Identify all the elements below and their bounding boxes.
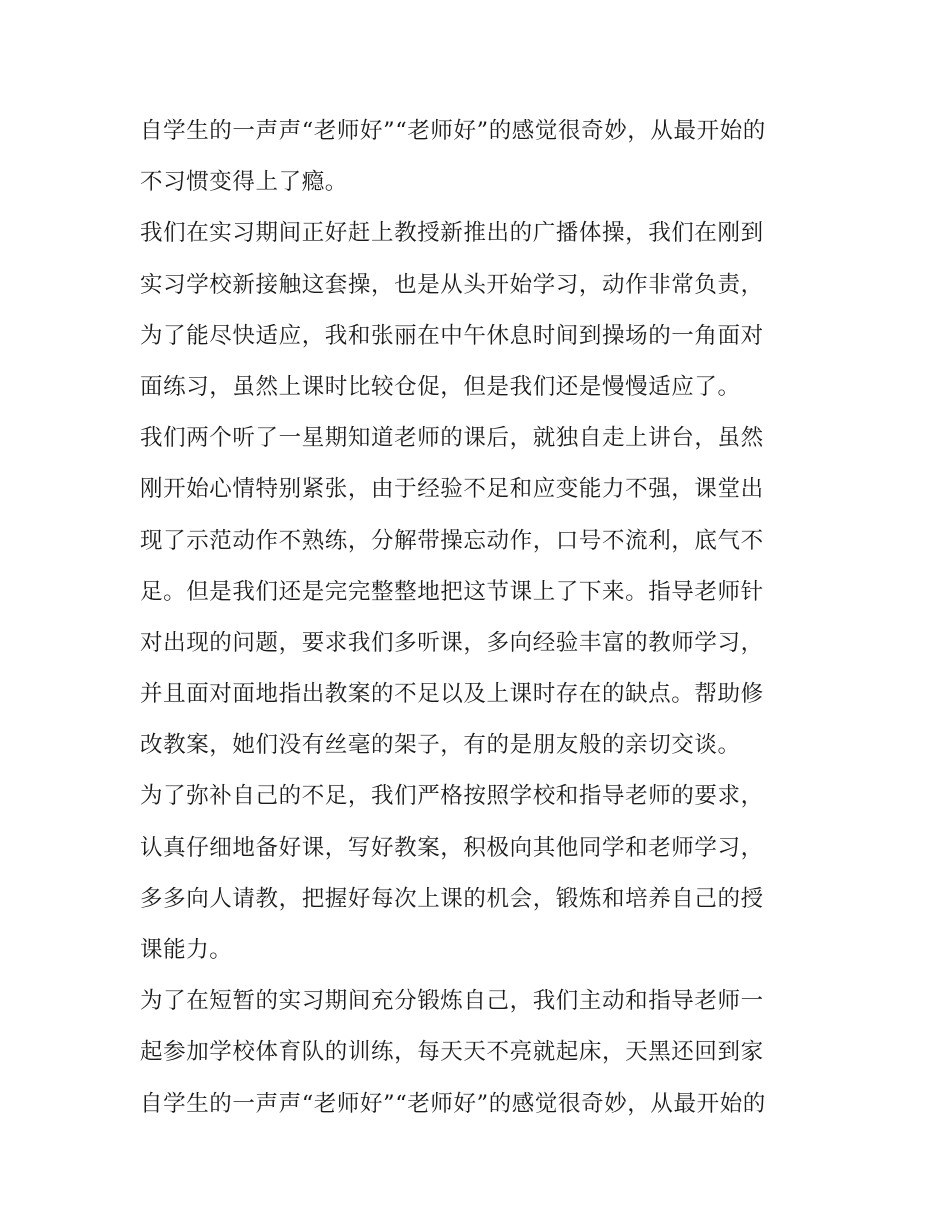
text-line: 刚开始心情特别紧张，由于经验不足和应变能力不强，课堂出 <box>140 476 764 503</box>
text-line: 课能力。 <box>140 937 233 963</box>
text-line: 认真仔细地备好课，写好教案，积极向其他同学和老师学习， <box>140 834 764 861</box>
text-line: 我们在实习期间正好赶上教授新推出的广播体操，我们在刚到 <box>140 220 764 247</box>
text-line: 改教案，她们没有丝毫的架子，有的是朋友般的亲切交谈。 <box>140 732 741 759</box>
text-line: 多多向人请教，把握好每次上课的机会，锻炼和培养自己的授 <box>140 885 764 912</box>
text-line: 不习惯变得上了瘾。 <box>140 169 348 196</box>
text-line: 起参加学校体育队的训练，每天天不亮就起床，天黑还回到家 <box>140 1039 764 1066</box>
document-body <box>140 106 820 1130</box>
text-line: 现了示范动作不熟练，分解带操忘动作，口号不流利，底气不 <box>140 527 764 554</box>
text-line: 我们两个听了一星期知道老师的课后，就独自走上讲台，虽然 <box>140 425 764 452</box>
text-line: 面练习，虽然上课时比较仓促，但是我们还是慢慢适应了。 <box>140 373 741 400</box>
text-line: 为了弥补自己的不足，我们严格按照学校和指导老师的要求， <box>140 783 764 810</box>
text-line: 为了在短暂的实习期间充分锻炼自己，我们主动和指导老师一 <box>140 988 764 1015</box>
text-line: 实习学校新接触这套操，也是从头开始学习，动作非常负责， <box>140 271 764 298</box>
text-line: 足。但是我们还是完完整整地把这节课上了下来。指导老师针 <box>140 578 764 605</box>
text-line: 对出现的问题，要求我们多听课，多向经验丰富的教师学习， <box>140 629 764 656</box>
text-line: 自学生的一声声“老师好”“老师好”的感觉很奇妙，从最开始的 <box>140 118 766 144</box>
text-line: 为了能尽快适应，我和张丽在中午休息时间到操场的一角面对 <box>140 322 764 349</box>
text-line: 并且面对面地指出教案的不足以及上课时存在的缺点。帮助修 <box>140 681 764 708</box>
text-line: 自学生的一声声“老师好”“老师好”的感觉很奇妙，从最开始的 <box>140 1090 766 1117</box>
